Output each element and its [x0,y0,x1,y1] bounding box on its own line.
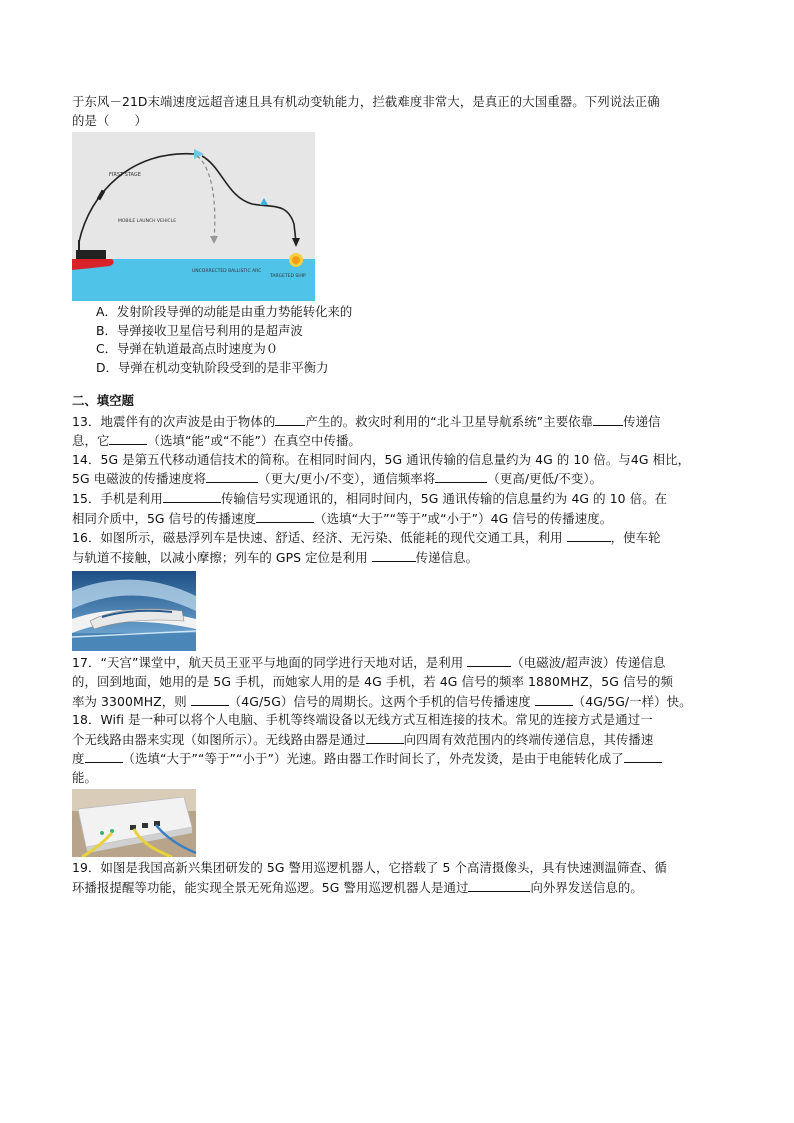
q19 [72,859,722,897]
q17-blank-2[interactable] [191,692,229,706]
q14-text-3: （更大/更小/不变），通信频率将 [258,471,436,487]
q13 [72,412,722,451]
q12-stem [72,93,722,130]
q19-text-3: 向外界发送信息的。 [530,880,643,896]
q16-text-3: 与轨道不接触，以减小摩擦；列车的 GPS 定位是利用 [72,549,368,565]
q15-text-1: 15．手机是利用 [72,490,163,506]
q18-text-1: 18．Wifi 是一种可以将个人电脑、手机等终端设备以无线方式互相连接的技术。常见的连接方式是通过一 [72,712,653,728]
q18-text-6: 能。 [72,769,97,785]
label-targeted-ship: TARGETED SHIP [270,274,306,280]
q18-blank-2[interactable] [85,749,123,763]
q18-text-4: 度 [72,751,85,767]
q17-text-4: 率为 3300MHZ，则 [72,693,187,709]
missile-trajectory-figure [72,132,315,301]
section-title-fill-in: 二、填空题 [72,392,134,408]
q17-text-1: 17．“天宫”课堂中，航天员王亚平与地面的同学进行天地对话，是利用 [72,655,464,671]
q19-text-1: 19．如图是我国高新兴集团研发的 5G 警用巡逻机器人，它搭载了 5 个高清摄像头，具有快速测温筛查、循 [72,860,667,876]
q13-blank-1[interactable] [275,412,305,426]
q17-blank-1[interactable] [467,653,511,667]
label-first-stage: FIRST STAGE [109,172,141,179]
q13-text-3: 传递信 [623,413,661,429]
q16-text-1: 16．如图所示，磁悬浮列车是快速、舒适、经济、无污染、低能耗的现代交通工具，利用 [72,530,563,546]
label-mobile-launch: MOBILE LAUNCH VEHICLE [118,219,177,225]
q15-text-2: 传输信号实现通讯的，相同时间内，5G 通讯传输的信息量约为 4G 的 10 倍。在 [220,490,668,506]
q14 [72,451,722,489]
maglev-train-photo [72,571,196,651]
q16-blank-2[interactable] [372,548,416,562]
q12-option-c: C．导弹在轨道最高点时速度为０ [96,341,279,357]
q13-blank-2[interactable] [593,412,623,426]
wifi-router-photo [72,789,196,857]
q17-text-3: 的，回到地面，她用的是 5G 手机，而她家人用的是 4G 手机，若 4G 信号的频率 1880MHZ，5G 信号的频 [72,673,673,689]
worksheet-page [72,93,722,898]
q14-text-1: 14．5G 是第五代移动通信技术的简称。在相同时间内，5G 通讯传输的信息量约为 4G 的 10 倍。与4G 相比， [72,451,691,467]
q18-text-3: 向四周有效范围内的终端传递信息，其传播速 [403,731,654,747]
q14-text-2: 5G 电磁波的传播速度将 [72,471,207,487]
q12-options [72,303,722,377]
q12-line2: 的是（ ） [72,112,147,128]
q15-text-3: 相同介质中，5G 信号的传播速度 [72,510,257,526]
q13-blank-3[interactable] [109,431,147,445]
q18-text-2: 个无线路由器来实现（如图所示）。无线路由器是通过 [72,731,366,747]
q18-blank-1[interactable] [366,730,404,744]
q13-text-1: 13．地震伴有的次声波是由于物体的 [72,413,276,429]
q18-text-5: （选填“大于”“等于”“小于”）光速。路由器工作时间长了，外壳发烫，是由于电能转化成了 [122,751,624,767]
q15-blank-2[interactable] [256,509,314,523]
q19-blank-1[interactable] [468,878,530,892]
q12-option-d: D．导弹在机动变轨阶段受到的是非平衡力 [96,359,329,375]
q17-text-2: （电磁波/超声波）传递信息 [511,655,666,671]
q12-line1: 于东风－21D末端速度远超音速且具有机动变轨能力，拦截难度非常大，是真正的大国重器。下列说法正确 [72,94,660,109]
q16-text-4: 传递信息。 [415,549,479,565]
q13-text-2: 产生的。救灾时利用的“北斗卫星导航系统”主要依靠 [305,413,594,429]
q15-text-4: （选填“大于”“等于”或“小于”）4G 信号的传播速度。 [314,510,613,526]
q18-blank-3[interactable] [624,749,662,763]
q13-text-5: （选填“能”或“不能”）在真空中传播。 [147,433,361,449]
q14-blank-2[interactable] [435,469,487,483]
q18 [72,711,722,787]
q16-blank-1[interactable] [567,528,611,542]
q14-text-4: （更高/更低/不变）。 [487,471,603,487]
q13-text-4: 息，它 [72,433,110,449]
q16-text-2: ，使车轮 [610,530,661,546]
q12-option-b: B．导弹接收卫星信号利用的是超声波 [96,322,303,338]
label-uncorrected-arc: UNCORRECTED BALLISTIC ARC [192,269,262,275]
q17-blank-3[interactable] [535,692,573,706]
q14-blank-1[interactable] [206,469,258,483]
q12-option-a: A．发射阶段导弹的动能是由重力势能转化来的 [96,304,353,320]
q17-text-6: （4G/5G/一样）快。 [572,693,692,709]
q17-text-5: （4G/5G）信号的周期长。这两个手机的信号传播速度 [228,693,531,709]
q16 [72,528,722,567]
q19-text-2: 环播报提醒等功能，能实现全景无死角巡逻。5G 警用巡逻机器人是通过 [72,880,469,896]
q15-blank-1[interactable] [163,489,221,503]
q15 [72,489,722,528]
q17 [72,653,722,711]
